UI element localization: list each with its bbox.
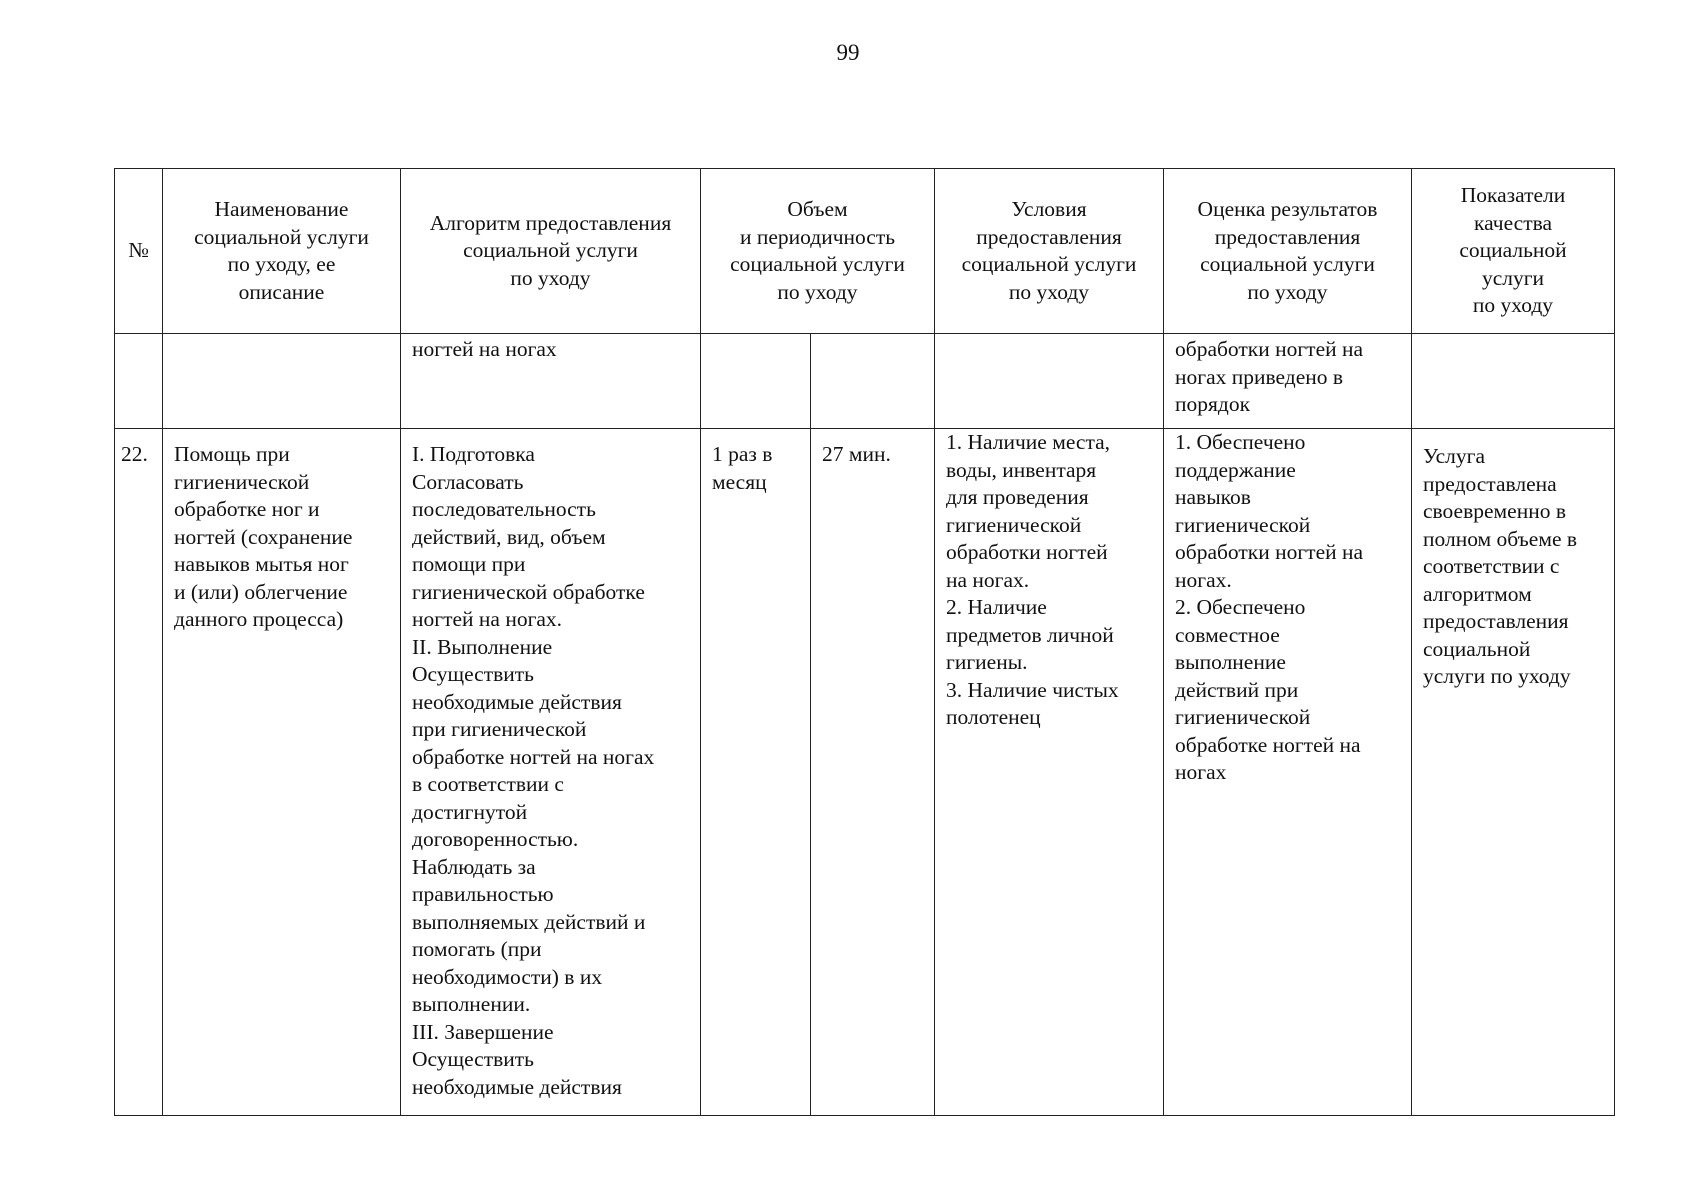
- cell-algorithm-text: ногтей на ногах: [412, 337, 557, 361]
- cell-service-name-text: Помощь при гигиенической обработке ног и ногтей (сохранение навыков мытья ног и (или) облегчение данного процесса): [174, 442, 353, 631]
- cell-service-name: [163, 429, 401, 1116]
- cell-algorithm-text: I. Подготовка Согласовать последовательность действий, вид, объем помощи при гигиенической обработке ногтей на ногах. II. Выполнение Осуществить необходимые действия при гигиенической обработке ногтей на ногах в соответствии с достигнутой договоренностью. Наблюдать за правильностью выполняемых действий и помогать (при необходимости) в их выполнении. III. Завершение Осуществить необходимые действия: [412, 442, 655, 1099]
- cell-quality: [1412, 429, 1615, 1116]
- header-quality-label: Показатели качества социальной услуги по уходу: [1459, 183, 1567, 318]
- cell-quality-text: Услуга предоставлена своевременно в полном объеме в соответствии с алгоритмом предоставления социальной услуги по уходу: [1423, 444, 1578, 688]
- cell-frequency: [701, 429, 811, 1116]
- cell-evaluation: [1164, 429, 1412, 1116]
- cell-algorithm: [401, 334, 701, 429]
- cell-duration-text: 27 мин.: [822, 442, 891, 466]
- cell-conditions: [935, 334, 1164, 429]
- cell-duration: [811, 334, 935, 429]
- cell-conditions: [935, 429, 1164, 1116]
- cell-number: [115, 334, 163, 429]
- header-evaluation: [1164, 169, 1412, 334]
- page-number: 99: [836, 40, 860, 65]
- cell-evaluation-text: 1. Обеспечено поддержание навыков гигиенической обработки ногтей на ногах. 2. Обеспечено совместное выполнение действий при гигиенической обработке ногтей на ногах: [1175, 430, 1364, 784]
- table-header: [115, 169, 1615, 334]
- header-number: [115, 169, 163, 334]
- header-conditions: [935, 169, 1164, 334]
- header-quality: [1412, 169, 1615, 334]
- header-conditions-label: Условия предоставления социальной услуги по уходу: [961, 197, 1137, 304]
- cell-number-text: 22.: [121, 442, 148, 466]
- cell-evaluation: [1164, 334, 1412, 429]
- cell-number: [115, 429, 163, 1116]
- table-row-22: [115, 429, 1615, 1116]
- header-algorithm-label: Алгоритм предоставления социальной услуги по уходу: [429, 210, 672, 290]
- header-volume-frequency-label: Объем и периодичность социальной услуги по уходу: [730, 197, 905, 304]
- cell-service-name: [163, 334, 401, 429]
- cell-frequency-text: 1 раз в месяц: [712, 442, 773, 494]
- header-row: [115, 169, 1615, 334]
- header-service-name-label: Наименование социальной услуги по уходу, ее описание: [194, 197, 369, 304]
- cell-evaluation-text: обработки ногтей на ногах приведено в порядок: [1175, 337, 1364, 416]
- header-algorithm: [401, 169, 701, 334]
- header-evaluation-label: Оценка результатов предоставления социальной услуги по уходу: [1197, 197, 1378, 304]
- cell-conditions-text: 1. Наличие места, воды, инвентаря для проведения гигиенической обработки ногтей на ногах. 2. Наличие предметов личной гигиены. 3. Наличие чистых полотенец: [946, 430, 1119, 729]
- cell-quality: [1412, 334, 1615, 429]
- table-row-continuation: [115, 334, 1615, 429]
- cell-duration: [811, 429, 935, 1116]
- header-number-label: №: [128, 238, 149, 263]
- header-volume-frequency: [701, 169, 935, 334]
- header-service-name: [163, 169, 401, 334]
- cell-algorithm: [401, 429, 701, 1116]
- table-body: [115, 334, 1615, 1116]
- cell-frequency: [701, 334, 811, 429]
- social-services-table: [114, 168, 1615, 1116]
